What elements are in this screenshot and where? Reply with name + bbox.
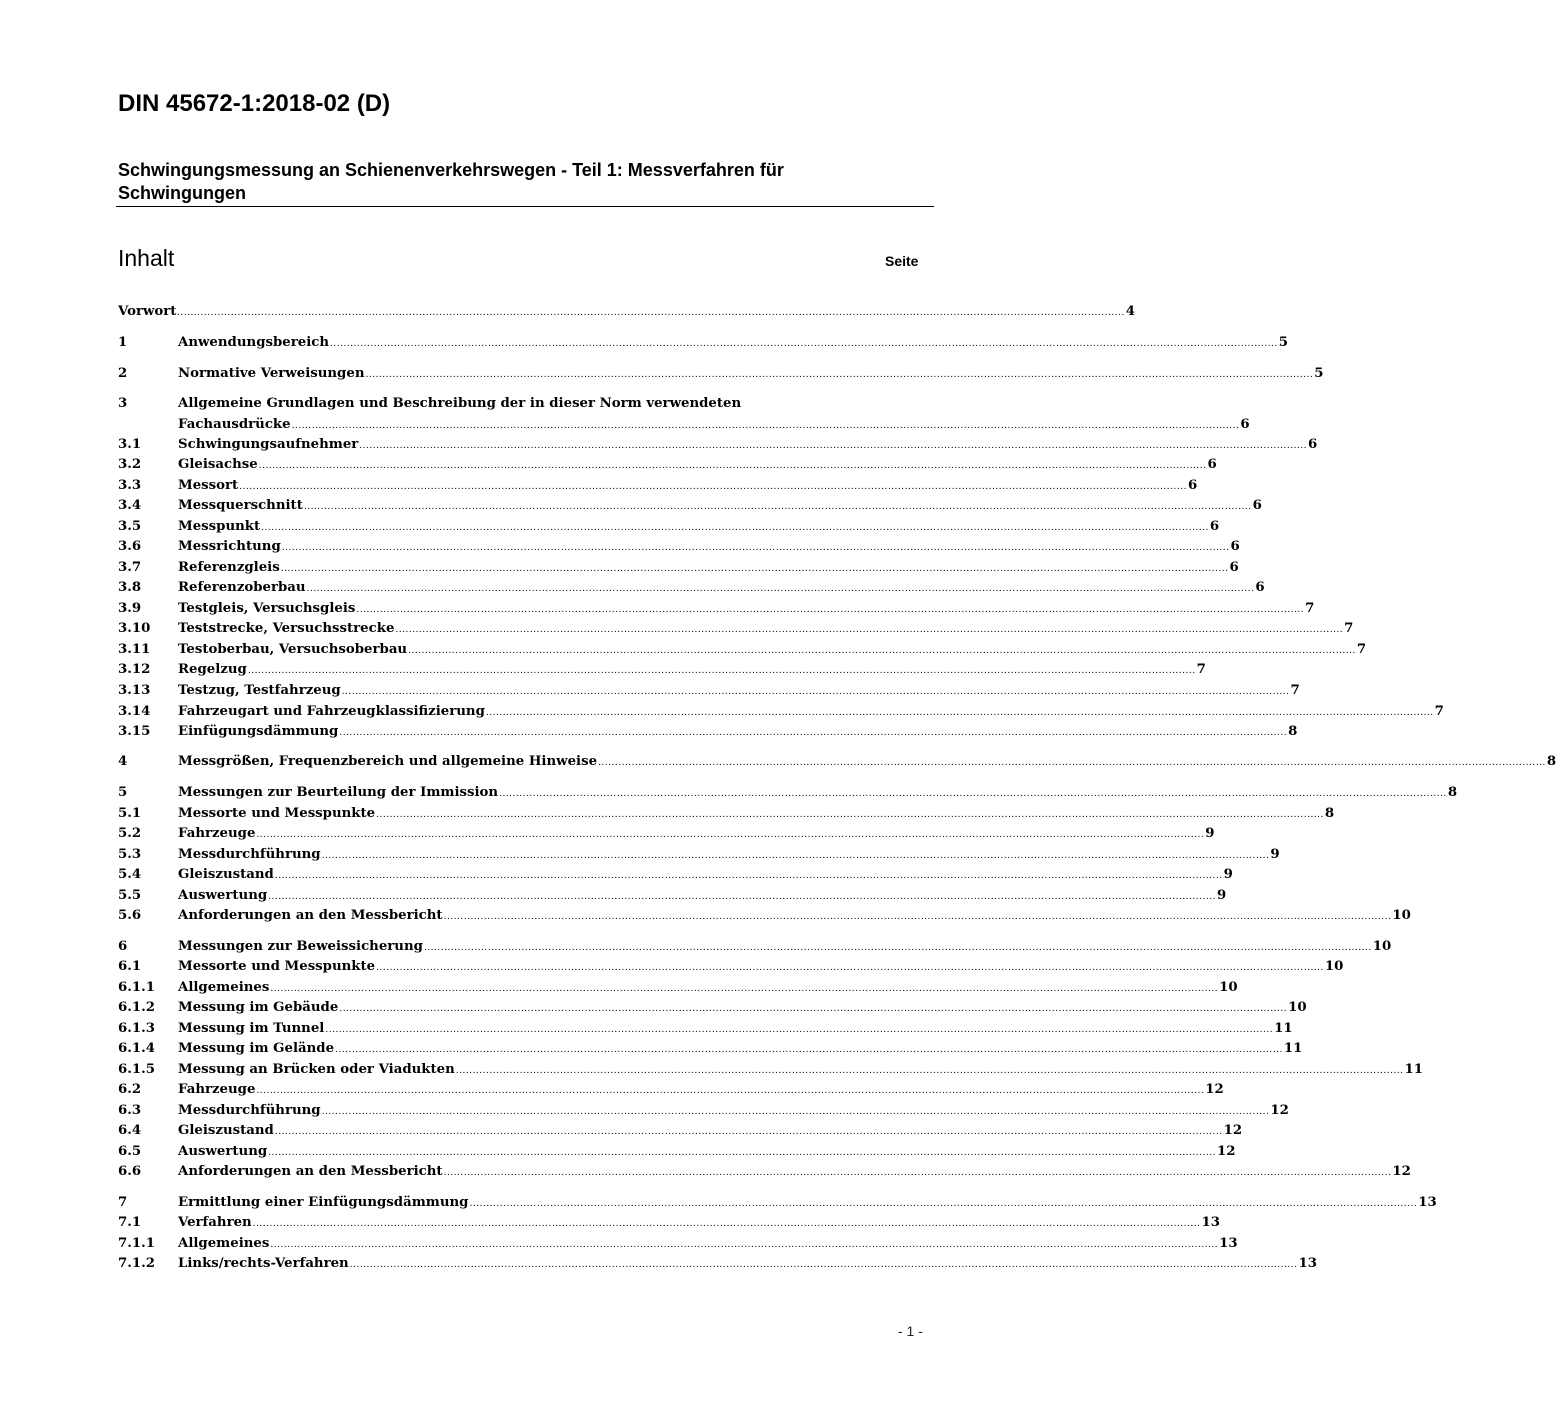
toc-entry-number: 1 [118, 335, 128, 350]
toc-entry-title: Referenzoberbau [178, 580, 306, 595]
toc-entry[interactable] [118, 906, 1411, 926]
toc-dot-leader: .......................................................................................................................................................................................................................................................................................... [268, 1148, 1216, 1158]
toc-dot-leader: .......................................................................................................................................................................................................................................................................................... [356, 605, 1305, 615]
toc-entry-title: Allgemeine Grundlagen und Beschreibung der in dieser Norm verwendeten [178, 396, 742, 411]
toc-entry-number: 3.6 [118, 539, 142, 554]
toc-dot-leader: .......................................................................................................................................................................................................................................................................................... [252, 1219, 1201, 1229]
toc-dot-leader: .......................................................................................................................................................................................................................................................................................... [341, 687, 1290, 697]
toc-entry[interactable] [118, 824, 1215, 844]
toc-entry-number: 6.2 [118, 1082, 142, 1097]
toc-entry-title: Anforderungen an den Messbericht [178, 908, 443, 923]
toc-dot-leader: .......................................................................................................................................................................................................................................................................................... [270, 1240, 1219, 1250]
toc-entry[interactable] [118, 722, 1298, 742]
toc-entry[interactable] [118, 998, 1307, 1018]
toc-entry[interactable] [118, 1121, 1243, 1141]
toc-dot-leader: .......................................................................................................................................................................................................................................................................................... [376, 963, 1324, 973]
toc-entry-title: Messung an Brücken oder Viadukten [178, 1062, 455, 1077]
toc-entry-title: Messungen zur Beweissicherung [178, 939, 423, 954]
toc-entry-page: 7 [1344, 621, 1354, 636]
document-id: DIN 45672-1:2018-02 (D) [118, 90, 391, 117]
toc-dot-leader: .......................................................................................................................................................................................................................................................................................... [261, 523, 1209, 533]
toc-entry-number: 7.1.1 [118, 1236, 156, 1251]
toc-entry-title: Fahrzeuge [178, 1082, 256, 1097]
toc-dot-leader: .......................................................................................................................................................................................................................................................................................... [268, 892, 1216, 902]
toc-entry-title: Gleiszustand [178, 1123, 274, 1138]
toc-entry-page: 7 [1196, 662, 1206, 677]
toc-entry-page: 12 [1223, 1123, 1243, 1138]
toc-entry[interactable] [118, 558, 1239, 578]
toc-entry-page: 9 [1216, 888, 1227, 903]
toc-entry-number: 7 [118, 1195, 128, 1210]
toc-entry[interactable] [118, 496, 1262, 516]
toc-dot-leader: .......................................................................................................................................................................................................................................................................................... [339, 728, 1288, 738]
toc-entry-number: 5.4 [118, 867, 142, 882]
toc-dot-leader: .......................................................................................................................................................................................................................................................................................... [359, 441, 1308, 451]
toc-entry-page: 10 [1324, 959, 1344, 974]
toc-dot-leader: .......................................................................................................................................................................................................................................................................................... [335, 1045, 1283, 1055]
toc-entry-title: Messung im Gelände [178, 1041, 335, 1056]
toc-entry-title: Einfügungsdämmung [178, 724, 339, 739]
toc-entry[interactable] [118, 1039, 1303, 1059]
toc-dot-leader: .......................................................................................................................................................................................................................................................................................... [455, 1066, 1404, 1076]
toc-entry-page: 6 [1308, 437, 1318, 452]
toc-entry[interactable] [118, 978, 1238, 998]
toc-entry-title-continued: Fachausdrücke [178, 417, 291, 432]
toc-entry-number: 3.10 [118, 621, 151, 636]
toc-entry-page: 13 [1201, 1215, 1220, 1230]
toc-entry-page: 7 [1290, 683, 1300, 698]
toc-entry-title: Messorte und Messpunkte [178, 806, 376, 821]
toc-entry[interactable] [118, 619, 1354, 639]
toc-entry-number: 7.1.2 [118, 1256, 156, 1271]
toc-entry-page: 6 [1255, 580, 1265, 595]
toc-dot-leader: .......................................................................................................................................................................................................................................................................................... [247, 666, 1196, 676]
toc-entry[interactable] [118, 435, 1318, 455]
toc-heading: Inhalt [118, 245, 175, 271]
title-divider [116, 206, 934, 207]
toc-entry-page: 8 [1324, 806, 1335, 821]
toc-dot-leader: .......................................................................................................................................................................................................................................................................................... [408, 646, 1356, 656]
toc-entry[interactable] [118, 517, 1220, 537]
toc-entry-number: 5 [118, 785, 128, 800]
toc-entry-page: 5 [1314, 366, 1324, 381]
toc-entry-number: 5.6 [118, 908, 142, 923]
toc-entry-title: Schwingungsaufnehmer [178, 437, 359, 452]
toc-entry-number: 6.1.1 [118, 980, 156, 995]
toc-entry-number: 6.1.2 [118, 1000, 156, 1015]
toc-entry[interactable] [118, 1193, 1437, 1213]
toc-entry-page: 9 [1223, 867, 1233, 882]
toc-entry-number: 7.1 [118, 1215, 142, 1230]
toc-entry-page: 11 [1404, 1062, 1424, 1077]
toc-entry-title: Gleiszustand [178, 867, 274, 882]
toc-entry-page: 6 [1207, 457, 1217, 472]
toc-entry-title: Anforderungen an den Messbericht [178, 1164, 443, 1179]
toc-entry-number: 3 [118, 396, 128, 411]
toc-entry-number: 3.5 [118, 519, 142, 534]
toc-entry[interactable] [118, 1019, 1293, 1039]
toc-entry-number: 6.1.3 [118, 1021, 156, 1036]
toc-entry-title: Messort [178, 478, 239, 493]
toc-entry-title: Allgemeines [178, 1236, 270, 1251]
toc-entry-number: 3.13 [118, 683, 151, 698]
toc-entry-title: Messung im Tunnel [178, 1021, 325, 1036]
toc-entry-page: 11 [1283, 1041, 1303, 1056]
toc-entry[interactable] [118, 333, 1289, 353]
toc-dot-leader: .......................................................................................................................................................................................................................................................................................... [499, 789, 1447, 799]
toc-entry-page: 6 [1209, 519, 1220, 534]
toc-entry-number: 3.7 [118, 560, 142, 575]
toc-entry-number: 5.2 [118, 826, 142, 841]
toc-entry[interactable] [118, 1101, 1289, 1121]
document-title: Schwingungsmessung an Schienenverkehrswegen - Teil 1: Messverfahren für Schwingungen [118, 160, 784, 203]
toc-entry[interactable] [118, 660, 1206, 680]
toc-entry-page: 13 [1418, 1195, 1437, 1210]
toc-entry-page: 10 [1372, 939, 1392, 954]
toc-entry[interactable] [118, 804, 1335, 824]
toc-entry-number: 3.14 [118, 704, 151, 719]
toc-entry-title: Allgemeines [178, 980, 270, 995]
toc-dot-leader: .......................................................................................................................................................................................................................................................................................... [469, 1199, 1418, 1209]
toc-entry[interactable] [118, 302, 1136, 322]
toc-entry-title: Links/rechts-Verfahren [178, 1256, 349, 1271]
toc-entry[interactable] [118, 1142, 1236, 1162]
toc-dot-leader: .......................................................................................................................................................................................................................................................................................... [321, 1107, 1270, 1117]
toc-entry-number: 3.1 [118, 437, 142, 452]
toc-dot-leader: .......................................................................................................................................................................................................................................................................................... [274, 871, 1223, 881]
toc-entry-page: 5 [1278, 335, 1289, 350]
toc-entry[interactable] [118, 578, 1265, 598]
toc-entry-title: Auswertung [178, 1144, 268, 1159]
toc-entry-number: 6.4 [118, 1123, 142, 1138]
toc-entry-page: 8 [1546, 754, 1556, 769]
toc-dot-leader: .......................................................................................................................................................................................................................................................................................... [339, 1004, 1288, 1014]
toc-entry-page: 8 [1288, 724, 1298, 739]
toc-entry-title: Fahrzeuge [178, 826, 256, 841]
toc-entry[interactable] [118, 845, 1280, 865]
toc-entry-title: Messorte und Messpunkte [178, 959, 376, 974]
toc-entry-page: 6 [1187, 478, 1198, 493]
toc-entry[interactable] [118, 702, 1444, 722]
toc-entry[interactable] [118, 752, 1556, 772]
toc-entry[interactable] [118, 364, 1324, 384]
toc-dot-leader: .......................................................................................................................................................................................................................................................................................... [270, 984, 1219, 994]
toc-entry-number: 6 [118, 939, 128, 954]
toc-entry-title: Messdurchführung [178, 847, 321, 862]
toc-entry-number: 3.12 [118, 662, 151, 677]
toc-dot-leader: .......................................................................................................................................................................................................................................................................................... [423, 943, 1372, 953]
toc-entry[interactable] [118, 394, 1250, 435]
toc-entry-number: 3.2 [118, 457, 142, 472]
toc-entry-page: 7 [1434, 704, 1444, 719]
toc-entry[interactable] [118, 640, 1367, 660]
toc-dot-leader: .......................................................................................................................................................................................................................................................................................... [598, 758, 1546, 768]
toc-entry-title: Messungen zur Beurteilung der Immission [178, 785, 499, 800]
toc-dot-leader: .......................................................................................................................................................................................................................................................................................... [395, 625, 1344, 635]
toc-entry-number: 6.1.4 [118, 1041, 156, 1056]
toc-entry-number: 5.1 [118, 806, 142, 821]
toc-entry-title: Referenzgleis [178, 560, 280, 575]
toc-entry-title: Testgleis, Versuchsgleis [178, 601, 356, 616]
toc-entry-page: 7 [1305, 601, 1315, 616]
toc-entry-page: 6 [1240, 417, 1250, 432]
toc-entry-number: 5.3 [118, 847, 142, 862]
toc-entry-title: Auswertung [178, 888, 268, 903]
toc-entry-title: Messung im Gebäude [178, 1000, 339, 1015]
toc-entry[interactable] [118, 455, 1217, 475]
toc-entry[interactable] [118, 599, 1315, 619]
toc-dot-leader: .......................................................................................................................................................................................................................................................................................... [281, 543, 1230, 553]
toc-dot-leader: .......................................................................................................................................................................................................................................................................................... [376, 810, 1324, 820]
toc-page-label: Seite [885, 253, 919, 269]
toc-dot-leader: .......................................................................................................................................................................................................................................................................................... [325, 1025, 1274, 1035]
toc-entry-page: 11 [1274, 1021, 1293, 1036]
toc-entry-number: 3.3 [118, 478, 142, 493]
toc-dot-leader: .......................................................................................................................................................................................................................................................................................... [443, 1168, 1392, 1178]
toc-dot-leader: .......................................................................................................................................................................................................................................................................................... [177, 308, 1125, 318]
toc-entry-number: 3.15 [118, 724, 151, 739]
toc-entry-number: 6.1 [118, 959, 142, 974]
toc-entry-title: Messdurchführung [178, 1103, 321, 1118]
toc-entry[interactable] [118, 957, 1344, 977]
toc-dot-leader: .......................................................................................................................................................................................................................................................................................... [365, 370, 1314, 380]
toc-entry-number: 6.6 [118, 1164, 142, 1179]
toc-dot-leader: .......................................................................................................................................................................................................................................................................................... [306, 584, 1255, 594]
toc-entry-page: 6 [1230, 539, 1240, 554]
toc-dot-leader: .......................................................................................................................................................................................................................................................................................... [330, 339, 1278, 349]
toc-entry-page: 12 [1216, 1144, 1236, 1159]
toc-entry-number: 6.3 [118, 1103, 142, 1118]
toc-entry-number: 6.1.5 [118, 1062, 156, 1077]
toc-entry-number: 3.9 [118, 601, 142, 616]
toc-entry-page: 12 [1270, 1103, 1289, 1118]
toc-entry-page: 9 [1270, 847, 1280, 862]
toc-dot-leader: .......................................................................................................................................................................................................................................................................................... [239, 482, 1187, 492]
toc-entry-title: Messgrößen, Frequenzbereich und allgemeine Hinweise [178, 754, 598, 769]
toc-entry-title: Normative Verweisungen [178, 366, 365, 381]
toc-entry-number: 4 [118, 754, 128, 769]
toc-entry[interactable] [118, 476, 1198, 496]
toc-dot-leader: .......................................................................................................................................................................................................................................................................................... [349, 1260, 1298, 1270]
toc-dot-leader: .......................................................................................................................................................................................................................................................................................... [291, 421, 1240, 431]
toc-entry-title: Verfahren [178, 1215, 252, 1230]
toc-entry-title: Ermittlung einer Einfügungsdämmung [178, 1195, 469, 1210]
toc-dot-leader: .......................................................................................................................................................................................................................................................................................... [303, 502, 1252, 512]
toc-entry-title: Teststrecke, Versuchsstrecke [178, 621, 395, 636]
toc-entry-number: 6.5 [118, 1144, 142, 1159]
toc-entry[interactable] [118, 1162, 1411, 1182]
toc-entry[interactable] [118, 865, 1233, 885]
toc-entry-title: Messrichtung [178, 539, 281, 554]
toc-entry[interactable] [118, 886, 1227, 906]
toc-entry-title: Regelzug [178, 662, 247, 677]
page-number: - 1 - [898, 1323, 923, 1339]
toc-entry-title: Testzug, Testfahrzeug [178, 683, 341, 698]
toc-dot-leader: .......................................................................................................................................................................................................................................................................................... [256, 830, 1205, 840]
toc-entry-page: 13 [1219, 1236, 1238, 1251]
toc-entry-page: 8 [1447, 785, 1458, 800]
toc-entry-title: Anwendungsbereich [178, 335, 330, 350]
toc-entry[interactable] [118, 1254, 1318, 1274]
toc-entry-page: 12 [1392, 1164, 1411, 1179]
toc-entry-page: 7 [1356, 642, 1367, 657]
toc-dot-leader: .......................................................................................................................................................................................................................................................................................... [280, 564, 1229, 574]
toc-entry[interactable] [118, 537, 1240, 557]
toc-entry-page: 13 [1298, 1256, 1318, 1271]
toc-entry[interactable] [118, 1213, 1220, 1233]
toc-entry-page: 12 [1205, 1082, 1224, 1097]
toc-entry-title: Messquerschnitt [178, 498, 303, 513]
toc-dot-leader: .......................................................................................................................................................................................................................................................................................... [485, 708, 1434, 718]
toc-entry-number: 3.11 [118, 642, 151, 657]
toc-entry-page: 10 [1288, 1000, 1307, 1015]
toc-dot-leader: .......................................................................................................................................................................................................................................................................................... [443, 912, 1392, 922]
toc-dot-leader: .......................................................................................................................................................................................................................................................................................... [256, 1086, 1205, 1096]
toc-dot-leader: .......................................................................................................................................................................................................................................................................................... [258, 461, 1207, 471]
toc-entry[interactable] [118, 783, 1458, 803]
toc-dot-leader: .......................................................................................................................................................................................................................................................................................... [321, 851, 1270, 861]
toc-entry[interactable] [118, 1080, 1224, 1100]
toc-entry-page: 6 [1229, 560, 1239, 575]
toc-entry[interactable] [118, 1060, 1424, 1080]
toc-entry[interactable] [118, 1234, 1238, 1254]
toc-entry-number: 3.8 [118, 580, 142, 595]
toc-entry[interactable] [118, 681, 1300, 701]
toc-entry-page: 4 [1125, 304, 1136, 319]
toc-entry-number: 2 [118, 366, 128, 381]
toc-dot-leader: .......................................................................................................................................................................................................................................................................................... [274, 1127, 1223, 1137]
toc-entry-title: Messpunkt [178, 519, 261, 534]
toc-entry-page: 6 [1252, 498, 1262, 513]
toc-entry-page: 9 [1205, 826, 1215, 841]
toc-entry[interactable] [118, 937, 1392, 957]
toc-entry-number: Vorwort [118, 304, 177, 319]
toc-entry-title: Gleisachse [178, 457, 258, 472]
toc-entry-number: 3.4 [118, 498, 142, 513]
toc-entry-title: Fahrzeugart und Fahrzeugklassifizierung [178, 704, 485, 719]
toc-entry-number: 5.5 [118, 888, 142, 903]
toc-entry-title: Testoberbau, Versuchsoberbau [178, 642, 408, 657]
toc-entry-page: 10 [1392, 908, 1411, 923]
toc-entry-page: 10 [1219, 980, 1238, 995]
